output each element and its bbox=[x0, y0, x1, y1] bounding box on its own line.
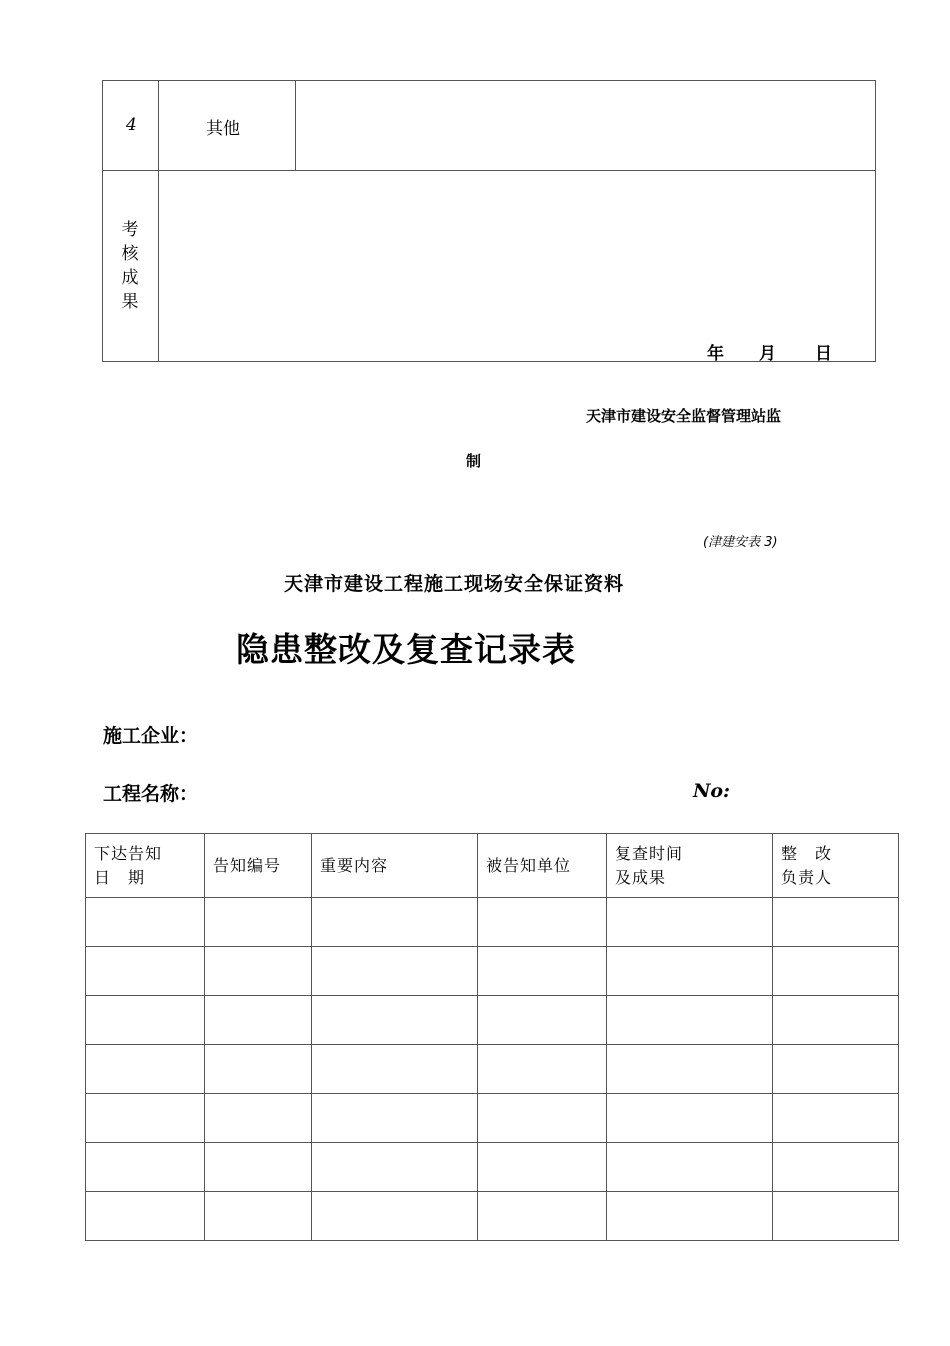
table-cell[interactable] bbox=[205, 898, 312, 947]
table-row bbox=[86, 996, 899, 1045]
col-header-line: 日 期 bbox=[94, 867, 146, 887]
col-header-notice-number bbox=[205, 834, 312, 898]
table-cell[interactable] bbox=[478, 1094, 607, 1143]
table-cell[interactable] bbox=[86, 1143, 205, 1192]
row-label-other: 其他 bbox=[206, 119, 240, 139]
row-content-other[interactable] bbox=[296, 81, 875, 170]
table-header-row bbox=[86, 834, 899, 898]
table-cell[interactable] bbox=[205, 996, 312, 1045]
table-cell[interactable] bbox=[773, 996, 899, 1045]
table-cell[interactable] bbox=[607, 996, 773, 1045]
date-year: 年 bbox=[707, 344, 724, 364]
col-header-responsible-person bbox=[773, 834, 899, 898]
table-cell[interactable] bbox=[478, 996, 607, 1045]
col-header-line: 下达告知 bbox=[94, 843, 163, 863]
table-cell[interactable] bbox=[205, 947, 312, 996]
project-label: 工程名称： bbox=[103, 783, 199, 805]
issuer-line1: 天津市建设安全监督管理站监 bbox=[586, 407, 782, 425]
table-cell[interactable] bbox=[773, 1192, 899, 1241]
subtitle: 天津市建设工程施工现场安全保证资料 bbox=[284, 573, 625, 595]
table-row bbox=[86, 1192, 899, 1241]
table-cell[interactable] bbox=[478, 1192, 607, 1241]
table-row bbox=[86, 947, 899, 996]
table-cell[interactable] bbox=[478, 1143, 607, 1192]
col-header-line: 负责人 bbox=[781, 867, 833, 887]
table-cell[interactable] bbox=[607, 1094, 773, 1143]
table-cell[interactable] bbox=[205, 1143, 312, 1192]
table-cell[interactable] bbox=[312, 996, 478, 1045]
col-header-line: 被告知单位 bbox=[486, 855, 572, 875]
assessment-content[interactable] bbox=[159, 171, 875, 331]
table-cell[interactable] bbox=[607, 898, 773, 947]
table-cell[interactable] bbox=[205, 1192, 312, 1241]
company-label: 施工企业： bbox=[103, 725, 199, 747]
col-header-line: 复查时间 bbox=[615, 843, 684, 863]
col-header-line: 整 改 bbox=[781, 843, 833, 863]
assessment-label-char: 考 bbox=[121, 220, 139, 240]
table-cell[interactable] bbox=[86, 1094, 205, 1143]
table-row bbox=[86, 1143, 899, 1192]
company-field[interactable] bbox=[220, 718, 820, 746]
project-field[interactable] bbox=[215, 776, 675, 804]
issuer-line2: 制 bbox=[466, 452, 482, 470]
table-cell[interactable] bbox=[312, 1094, 478, 1143]
table-cell[interactable] bbox=[86, 1192, 205, 1241]
table-cell[interactable] bbox=[607, 1143, 773, 1192]
table-row bbox=[86, 898, 899, 947]
table-cell[interactable] bbox=[205, 1094, 312, 1143]
date-month: 月 bbox=[759, 344, 776, 364]
assessment-label-char: 核 bbox=[121, 244, 139, 264]
assessment-label-char: 果 bbox=[121, 292, 139, 312]
col-header-main-content bbox=[312, 834, 478, 898]
col-header-review-time-result bbox=[607, 834, 773, 898]
table-cell[interactable] bbox=[478, 1045, 607, 1094]
table-cell[interactable] bbox=[312, 947, 478, 996]
table-cell[interactable] bbox=[478, 898, 607, 947]
col-header-line: 告知编号 bbox=[213, 855, 282, 875]
table-cell[interactable] bbox=[773, 1094, 899, 1143]
table-cell[interactable] bbox=[478, 947, 607, 996]
col-header-issue-date bbox=[86, 834, 205, 898]
page-title: 隐患整改及复查记录表 bbox=[236, 630, 576, 669]
table-cell[interactable] bbox=[86, 898, 205, 947]
rectification-table bbox=[85, 833, 899, 1241]
number-field[interactable] bbox=[735, 776, 885, 804]
table-cell[interactable] bbox=[312, 1045, 478, 1094]
table-cell[interactable] bbox=[312, 1143, 478, 1192]
table-row bbox=[86, 1045, 899, 1094]
table-cell[interactable] bbox=[607, 1045, 773, 1094]
table-cell[interactable] bbox=[607, 947, 773, 996]
table-cell[interactable] bbox=[86, 1045, 205, 1094]
table-cell[interactable] bbox=[205, 1045, 312, 1094]
table-cell[interactable] bbox=[773, 898, 899, 947]
number-label: No: bbox=[693, 780, 731, 802]
table-cell[interactable] bbox=[86, 996, 205, 1045]
table-cell[interactable] bbox=[312, 1192, 478, 1241]
table-cell[interactable] bbox=[607, 1192, 773, 1241]
form-code: (津建安表 3) bbox=[703, 535, 778, 550]
assessment-label-char: 成 bbox=[121, 268, 139, 288]
table-cell[interactable] bbox=[773, 1143, 899, 1192]
table-cell[interactable] bbox=[773, 947, 899, 996]
date-day: 日 bbox=[815, 344, 832, 364]
col-header-notified-unit bbox=[478, 834, 607, 898]
row-number: 4 bbox=[126, 115, 137, 135]
table-cell[interactable] bbox=[773, 1045, 899, 1094]
table-cell[interactable] bbox=[312, 898, 478, 947]
col-header-line: 及成果 bbox=[615, 867, 667, 887]
table-cell[interactable] bbox=[86, 947, 205, 996]
col-header-line: 重要内容 bbox=[320, 855, 389, 875]
table-row bbox=[86, 1094, 899, 1143]
